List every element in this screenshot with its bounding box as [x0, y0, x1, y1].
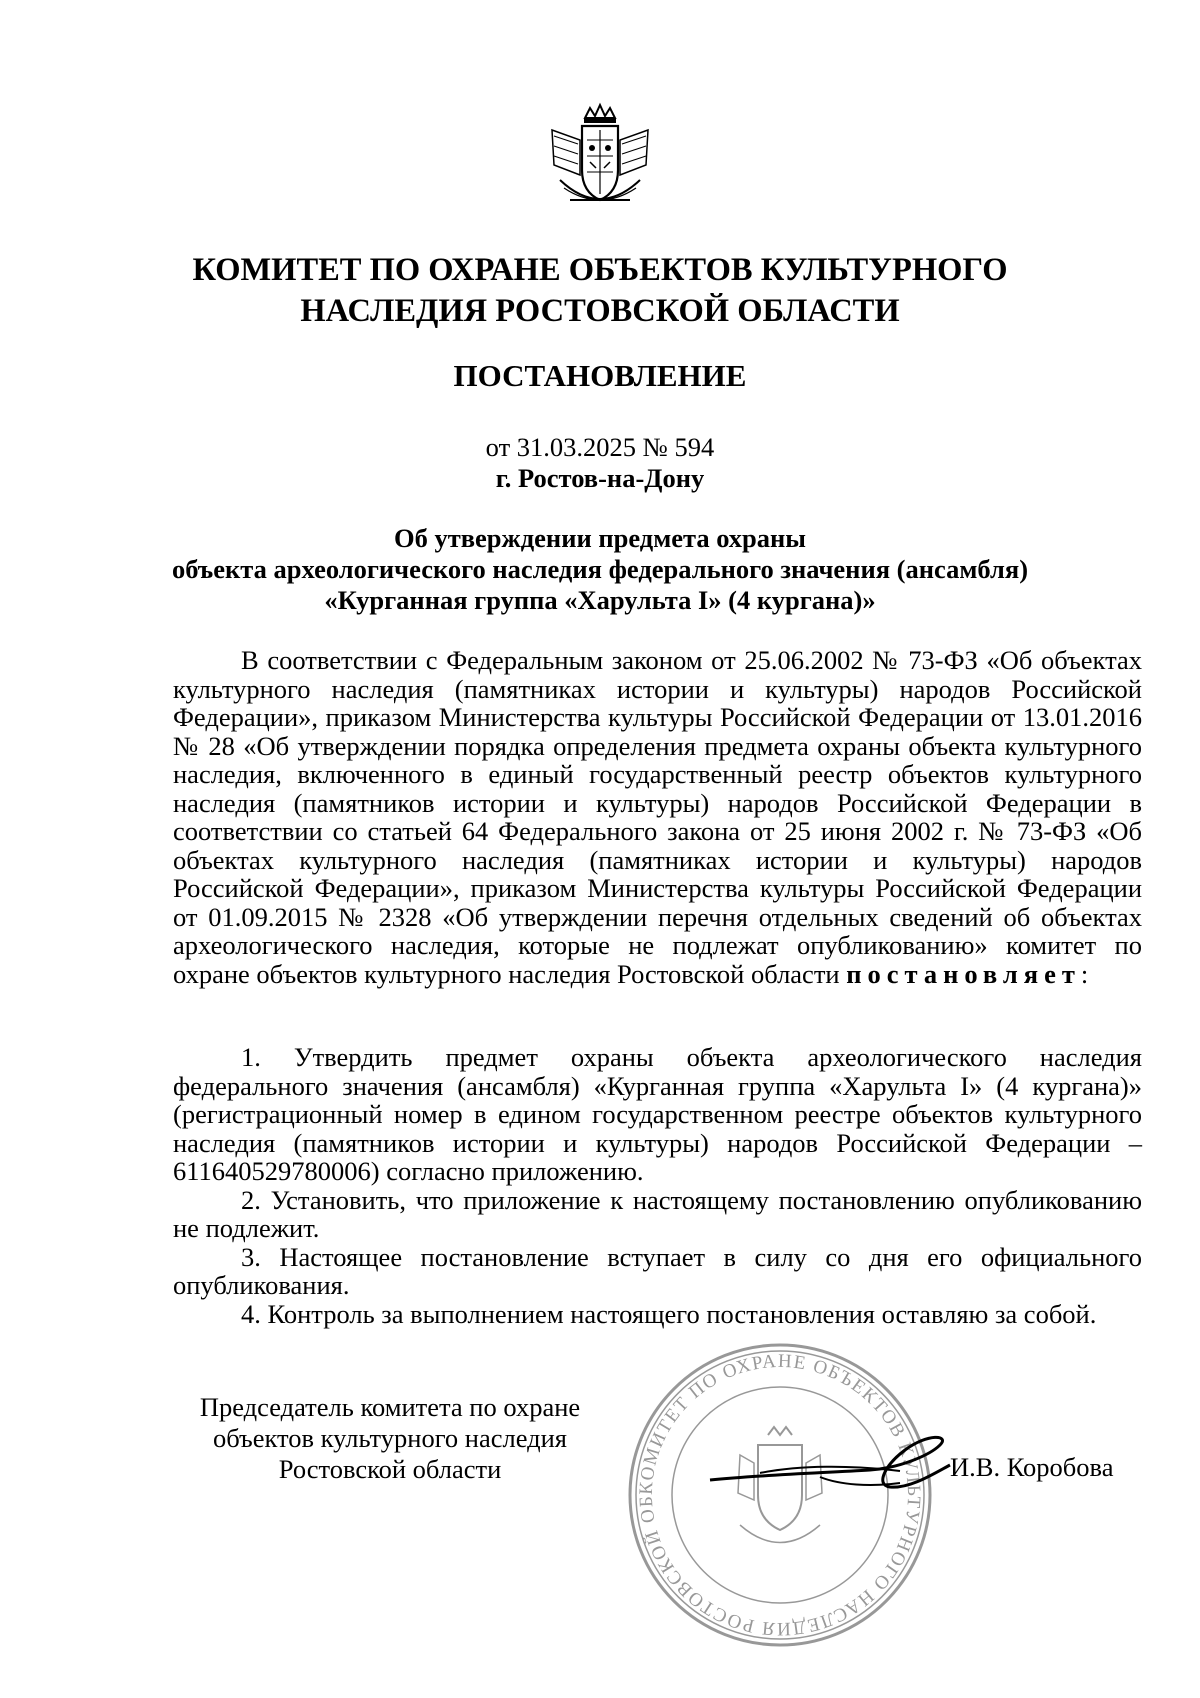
document-subject — [0, 523, 1200, 616]
document-type: ПОСТАНОВЛЕНИЕ — [453, 358, 747, 393]
preamble-text: В соответствии с Федеральным законом от 25.06.2002 № 73-ФЗ «Об объектах культурного наследия (памятниках истории и культуры) народов Российской Федерации», приказом Министерства культуры Российской Федерации от 13.01.2016 № 28 «Об утверждении порядка определения предмета охраны объекта культурного наследия, включенного в единый государственный реестр объектов культурного наследия (памятников истории и культуры) народов Российской Федерации в соответствии со статьей 64 Федерального закона от 25 июня 2002 г. № 73-ФЗ «Об объектах культурного наследия (памятниках истории и культуры) народов Российской Федерации», приказом Министерства культуры Российской Федерации от 01.09.2015 № 2328 «Об утверждении перечня отдельных сведений об объектах археологического наследия, которые не подлежат опубликованию» комитет по охране объектов культурного наследия Ростовской области — [173, 645, 1142, 989]
document-city: г. Ростов-на-Дону — [495, 463, 705, 493]
org-title-line1: КОМИТЕТ ПО ОХРАНЕ ОБЪЕКТОВ КУЛЬТУРНОГО — [192, 252, 1008, 288]
document-date-number: от 31.03.2025 № 594 — [485, 432, 715, 462]
preamble — [173, 646, 1142, 988]
organization-title — [0, 250, 1200, 332]
signer-position-line1: Председатель комитета по охране — [199, 1392, 581, 1422]
subject-line1: Об утверждении предмета охраны — [393, 523, 807, 553]
decree-item-2: 2. Установить, что приложение к настоящему постановлению опубликованию не подлежит. — [173, 1184, 1142, 1243]
decree-items — [173, 1043, 1142, 1328]
signer-position-line2: объектов культурного наследия — [212, 1423, 567, 1453]
coat-of-arms-emblem — [540, 100, 660, 220]
handwritten-signature — [700, 1425, 960, 1515]
decree-item-4: 4. Контроль за выполнением настоящего постановления оставляю за собой. — [241, 1298, 1097, 1329]
decree-word: постановляет — [846, 958, 1081, 989]
org-title-line2: НАСЛЕДИЯ РОСТОВСКОЙ ОБЛАСТИ — [300, 293, 900, 329]
preamble-paragraph — [173, 646, 1142, 988]
signer-position — [170, 1392, 610, 1485]
signer-position-line3: Ростовской области — [278, 1454, 502, 1484]
subject-line3: «Курганная группа «Харульта I» (4 кургана)» — [324, 585, 876, 615]
subject-line2: объекта археологического наследия федерального значения (ансамбля) — [171, 554, 1029, 584]
signer-name: И.В. Коробова — [950, 1452, 1114, 1482]
decree-item-1: 1. Утвердить предмет охраны объекта археологического наследия федерального значения (ансамбля) «Курганная группа «Харульта I» (4 кургана)» (регистрационный номер в едином государственном реестре объектов культурного наследия (памятников истории и культуры) народов Российской Федерации – 611640529780006) согласно приложению. — [173, 1042, 1142, 1186]
seal-text: КОМИТЕТ ПО ОХРАНЕ ОБЪЕКТОВ КУЛЬТУРНОГО НАСЛЕДИЯ РОСТОВСКОЙ ОБ — [635, 1350, 925, 1640]
decree-item-3: 3. Настоящее постановление вступает в силу со дня его официального опубликования. — [173, 1241, 1142, 1300]
decree-colon: : — [1080, 958, 1089, 989]
